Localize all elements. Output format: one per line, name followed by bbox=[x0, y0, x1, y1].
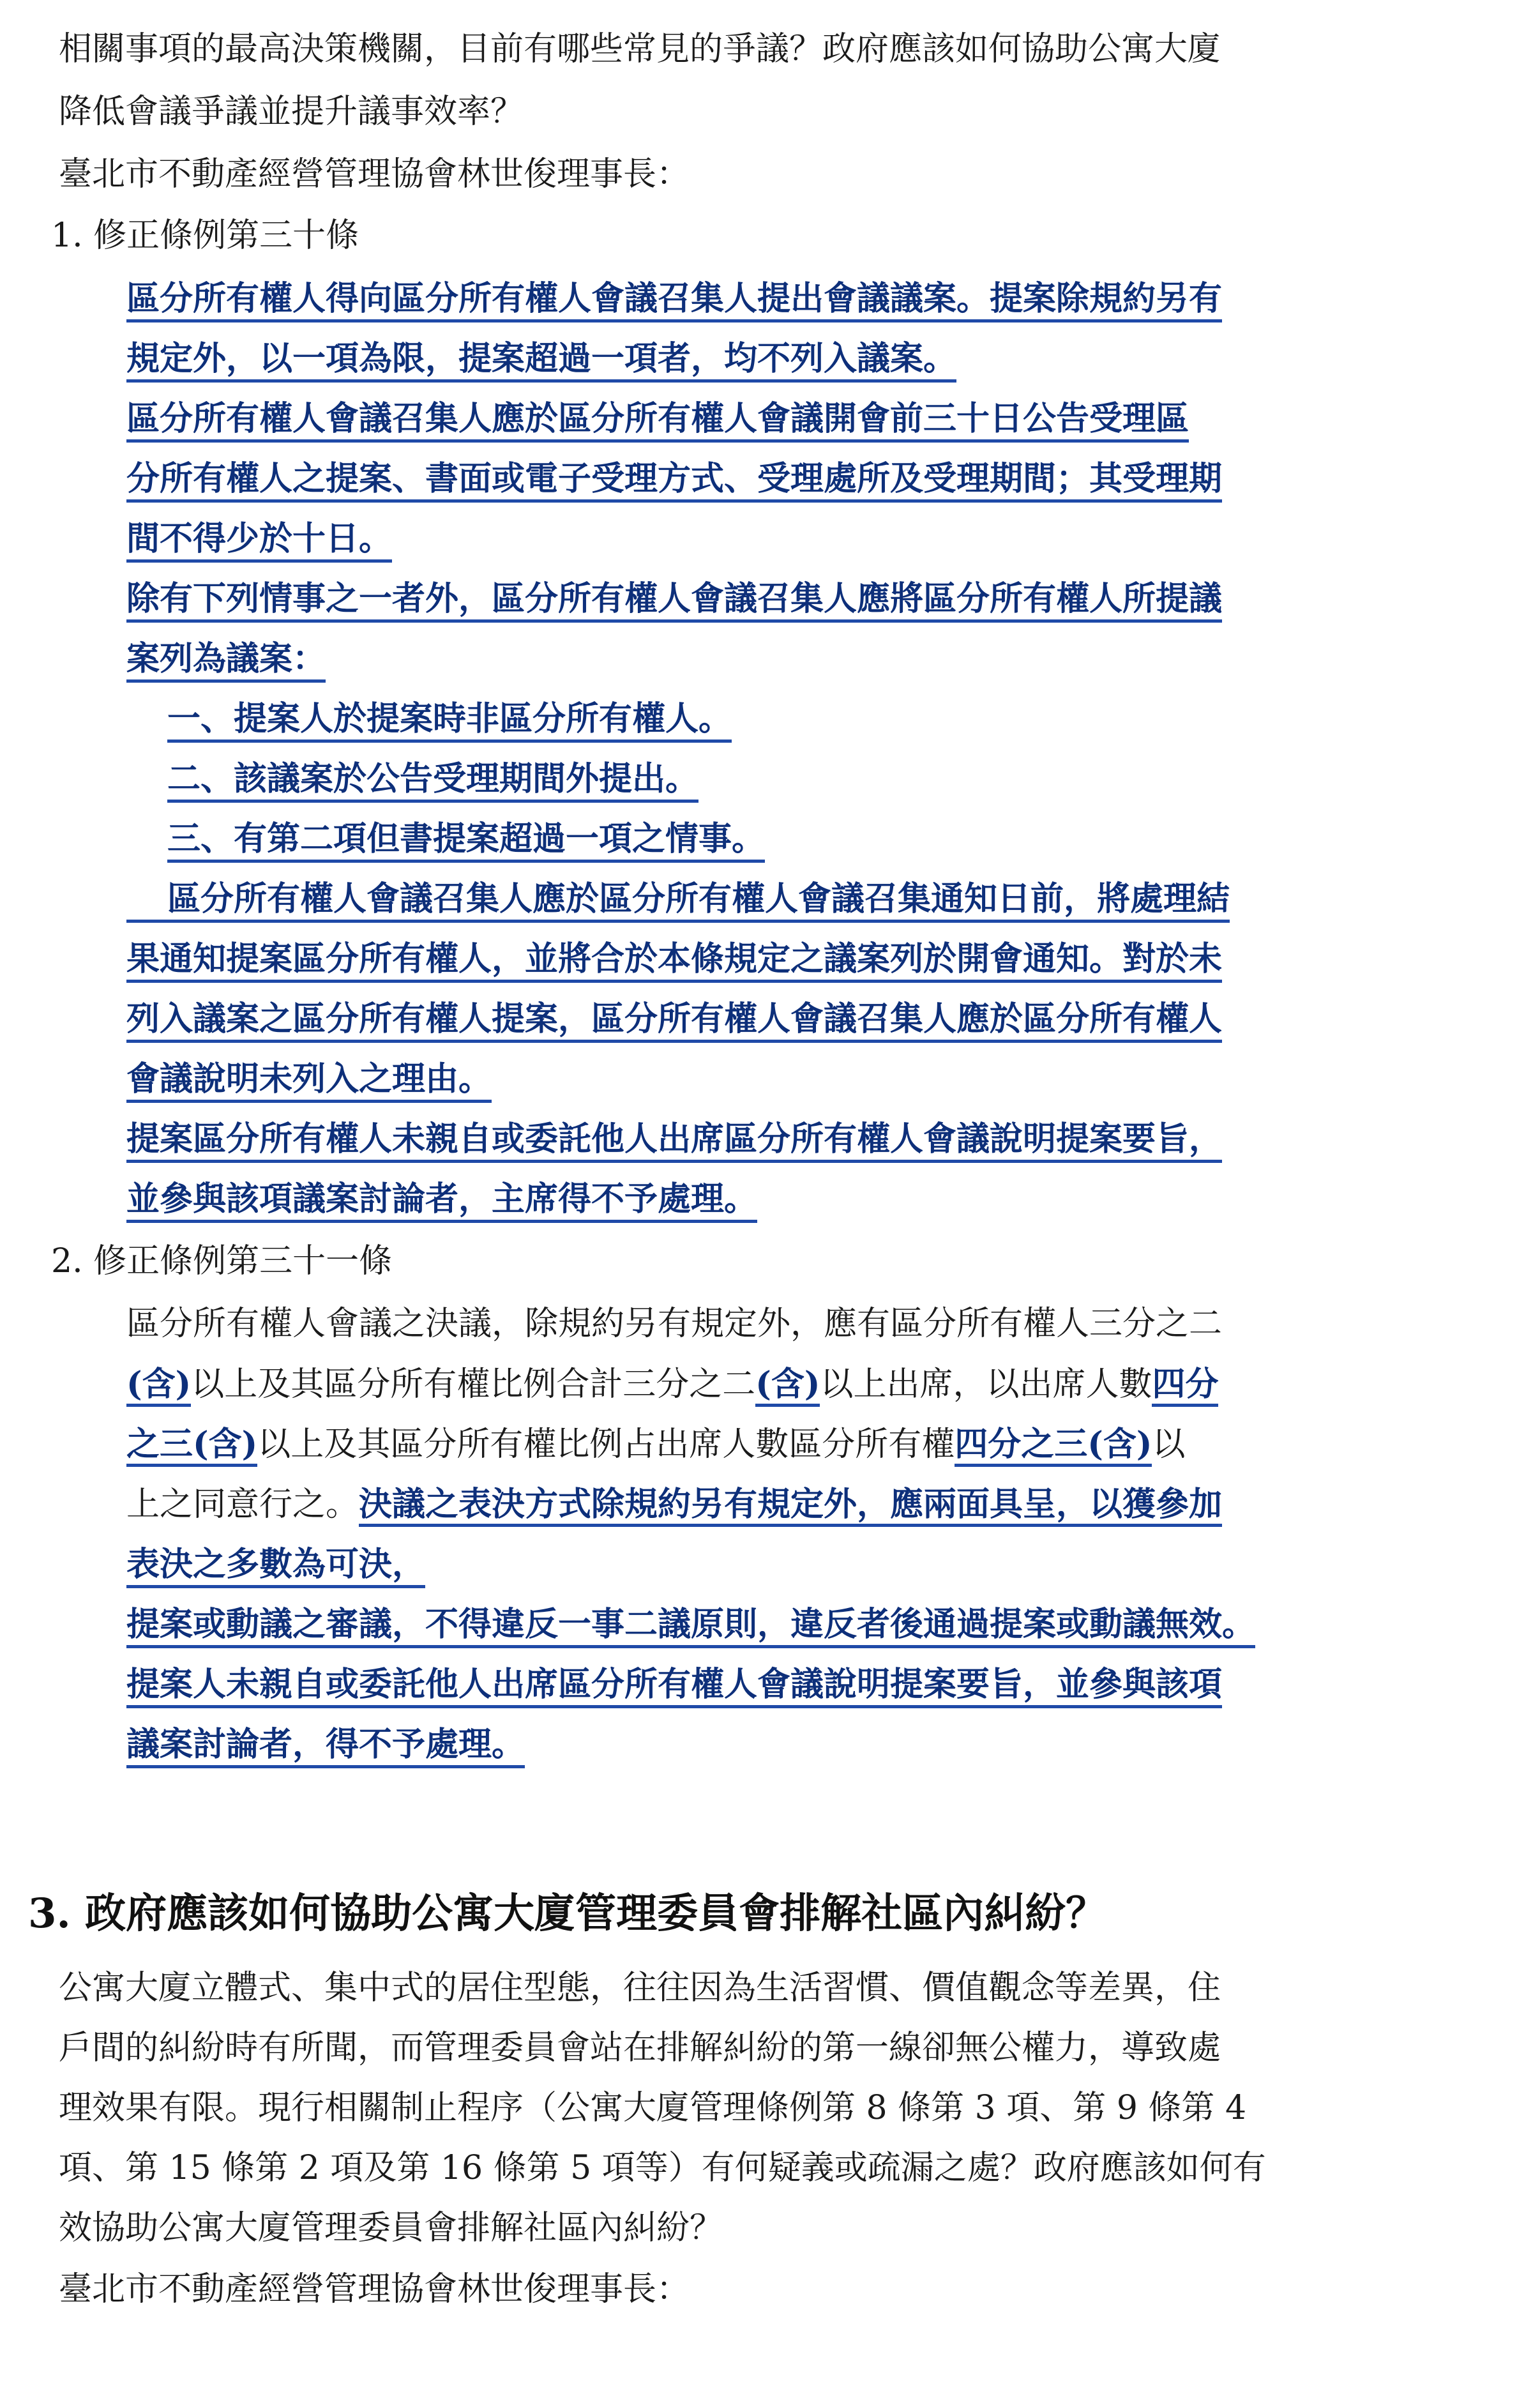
item1-list-item: 二、該議案於公告受理期間外提出。 bbox=[167, 759, 698, 803]
item1-text-line: 列入議案之區分所有權人提案，區分所有權人會議召集人應於區分所有權人 bbox=[126, 999, 1222, 1043]
item2-highlight: 之三(含) bbox=[126, 1425, 257, 1467]
item1-text-line: 間不得少於十日。 bbox=[126, 519, 392, 563]
section3-paragraph-line: 公寓大廈立體式、集中式的居住型態，往往因為生活習慣、價值觀念等差異，住 bbox=[59, 1969, 1221, 2007]
item2-highlight: 決議之表決方式除規約另有規定外，應兩面具呈，以獲參加 bbox=[359, 1485, 1222, 1527]
item1-text-line: 規定外，以一項為限，提案超過一項者，均不列入議案。 bbox=[126, 339, 956, 383]
item1-text-line: 分所有權人之提案、書面或電子受理方式、受理處所及受理期間；其受理期 bbox=[126, 459, 1222, 503]
intro-question-line-2: 降低會議爭議並提升議事效率？ bbox=[59, 93, 524, 131]
item2-highlight-line: 提案人未親自或委託他人出席區分所有權人會議說明提案要旨，並參與該項 bbox=[126, 1665, 1222, 1708]
item2-line-4 bbox=[126, 1485, 1222, 1524]
item2-highlight: 四分之三(含) bbox=[955, 1425, 1152, 1467]
section3-heading: 3. 政府應該如何協助公寓大廈管理委員會排解社區內糾紛？ bbox=[28, 1890, 1107, 1938]
item2-line-2 bbox=[126, 1365, 1218, 1404]
item1-text-line: 除有下列情事之一者外，區分所有權人會議召集人應將區分所有權人所提議 bbox=[126, 579, 1222, 623]
item2-text: 上之同意行之。 bbox=[126, 1485, 359, 1524]
item1-text-line: 會議說明未列入之理由。 bbox=[126, 1059, 492, 1103]
item1-text-line: 提案區分所有權人未親自或委託他人出席區分所有權人會議說明提案要旨， bbox=[126, 1119, 1222, 1163]
item2-highlight: (含) bbox=[755, 1365, 820, 1407]
item2-highlight-line: 表決之多數為可決， bbox=[126, 1545, 425, 1588]
item1-text-line: 區分所有權人會議召集人應於區分所有權人會議開會前三十日公告受理區 bbox=[126, 399, 1189, 443]
item2-highlight-line: 議案討論者，得不予處理。 bbox=[126, 1725, 525, 1768]
item1-text-line: 區分所有權人得向區分所有權人會議召集人提出會議議案。提案除規約另有 bbox=[126, 279, 1222, 322]
item2-text: 以上及其區分所有權比例合計三分之二 bbox=[191, 1365, 756, 1404]
intro-question-line-1: 相關事項的最高決策機關，目前有哪些常見的爭議？政府應該如何協助公寓大廈 bbox=[59, 30, 1221, 68]
item2-title: 2. 修正條例第三十一條 bbox=[51, 1242, 393, 1280]
section3-speaker: 臺北市不動產經營管理協會林世俊理事長： bbox=[59, 2270, 690, 2309]
item2-highlight-line: 提案或動議之審議，不得違反一事二議原則，違反者後通過提案或動議無效。 bbox=[126, 1605, 1255, 1648]
item1-list-item: 一、提案人於提案時非區分所有權人。 bbox=[167, 699, 732, 743]
item2-highlight: 四分 bbox=[1152, 1365, 1218, 1407]
item1-text-line: 果通知提案區分所有權人，並將合於本條規定之議案列於開會通知。對於未 bbox=[126, 939, 1222, 983]
section3-paragraph-line: 效協助公寓大廈管理委員會排解社區內糾紛？ bbox=[59, 2209, 723, 2247]
intro-speaker: 臺北市不動產經營管理協會林世俊理事長： bbox=[59, 155, 690, 193]
item2-line-1: 區分所有權人會議之決議，除規約另有規定外，應有區分所有權人三分之二 bbox=[126, 1305, 1223, 1343]
item1-text-line: 並參與該項議案討論者，主席得不予處理。 bbox=[126, 1180, 757, 1223]
item1-list-item: 三、有第二項但書提案超過一項之情事。 bbox=[167, 819, 765, 863]
item2-text: 以上及其區分所有權比例占出席人數區分所有權 bbox=[257, 1425, 955, 1464]
item2-text: 以 bbox=[1152, 1425, 1186, 1464]
item2-text: 以上出席，以出席人數 bbox=[820, 1365, 1152, 1404]
section3-paragraph-line: 理效果有限。現行相關制止程序（公寓大廈管理條例第 8 條第 3 項、第 9 條第 4 bbox=[59, 2089, 1247, 2127]
item1-text-line: 區分所有權人會議召集人應於區分所有權人會議召集通知日前，將處理結 bbox=[126, 879, 1230, 923]
section3-paragraph-line: 戶間的糾紛時有所聞，而管理委員會站在排解糾紛的第一線卻無公權力，導致處 bbox=[59, 2029, 1221, 2067]
item1-title: 1. 修正條例第三十條 bbox=[51, 216, 359, 255]
item1-text-line: 案列為議案： bbox=[126, 639, 326, 683]
item2-highlight: (含) bbox=[126, 1365, 191, 1407]
section3-paragraph-line: 項、第 15 條第 2 項及第 16 條第 5 項等）有何疑義或疏漏之處？政府應該如何有 bbox=[59, 2149, 1266, 2187]
item2-line-3 bbox=[126, 1425, 1185, 1464]
